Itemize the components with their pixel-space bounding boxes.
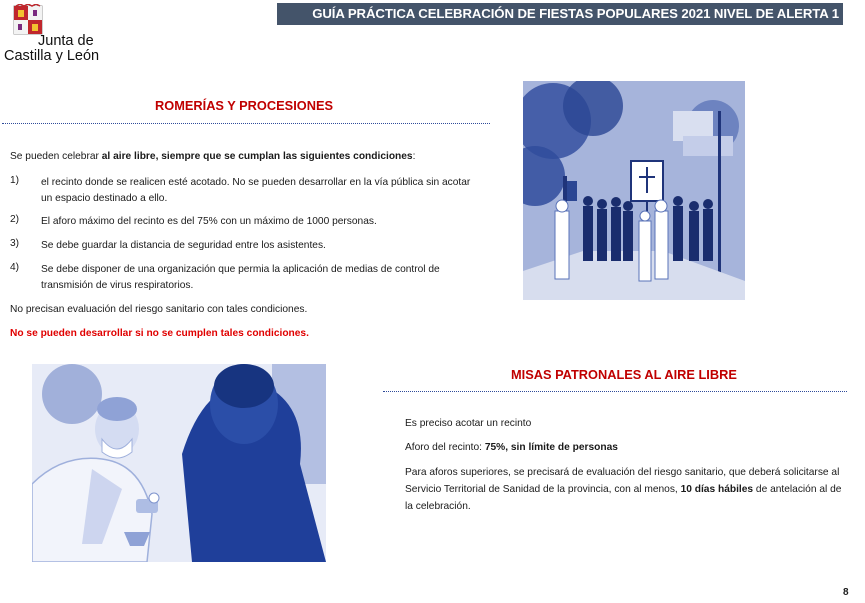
divider xyxy=(2,123,490,124)
superior-prefix: Para aforos superiores, se precisará de evaluación del riesgo sanitario, que deberá solicitarse al Servicio Territorial de Sanidad de la provincia, con al menos, xyxy=(405,467,840,495)
condition-number: 2) xyxy=(10,214,20,225)
aforo-prefix: Aforo del recinto: xyxy=(405,442,485,453)
procession-photo xyxy=(523,81,745,300)
junta-logo xyxy=(4,4,119,64)
condition-text: el recinto donde se realicen esté acotado. No se pueden desarrollar en la vía pública sin acotar un espacio destinado a ello. xyxy=(41,177,471,204)
divider xyxy=(383,391,847,392)
communion-illustration xyxy=(32,364,326,562)
procession-illustration xyxy=(523,81,745,300)
condition-text: Se debe disponer de una organización que permia la aplicación de medias de control de transmisión de virus respiratorios. xyxy=(41,264,440,291)
intro-paragraph xyxy=(10,151,415,162)
logo-line-2: Castilla y León xyxy=(4,48,100,64)
superior-suffix: de antelación al de la celebración. xyxy=(405,484,842,512)
condition-number: 4) xyxy=(10,262,20,273)
superior-bold: 10 días hábiles xyxy=(680,484,754,495)
logo-line-1: Junta de xyxy=(38,33,94,49)
section-title-misas: MISAS PATRONALES AL AIRE LIBRE xyxy=(511,367,737,382)
section-title-romerias: ROMERÍAS Y PROCESIONES xyxy=(155,98,334,113)
page-number: 8 xyxy=(843,587,849,598)
condition-number: 3) xyxy=(10,238,20,249)
communion-photo xyxy=(32,364,326,562)
header-title: GUÍA PRÁCTICA CELEBRACIÓN DE FIESTAS POPULARES 2021 NIVEL DE ALERTA 1 xyxy=(312,6,839,21)
aforo-line xyxy=(405,442,618,453)
condition-text: Se debe guardar la distancia de seguridad entre los asistentes. xyxy=(41,240,326,251)
logo-text xyxy=(4,34,119,64)
intro-bold: al aire libre, siempre que se cumplan las siguientes condiciones xyxy=(101,151,413,162)
header-banner xyxy=(277,3,843,25)
superior-paragraph xyxy=(405,464,845,515)
aforo-bold: 75%, sin límite de personas xyxy=(484,442,618,453)
intro-suffix: : xyxy=(412,151,416,162)
not-allowed-warning: No se pueden desarrollar si no se cumplen tales condiciones. xyxy=(10,328,309,339)
condition-text: El aforo máximo del recinto es del 75% con un máximo de 1000 personas. xyxy=(41,216,377,227)
misas-line-1: Es preciso acotar un recinto xyxy=(405,418,532,429)
condition-number: 1) xyxy=(10,175,20,186)
no-evaluation-note: No precisan evaluación del riesgo sanitario con tales condiciones. xyxy=(10,304,308,315)
intro-prefix: Se pueden celebrar xyxy=(10,151,102,162)
